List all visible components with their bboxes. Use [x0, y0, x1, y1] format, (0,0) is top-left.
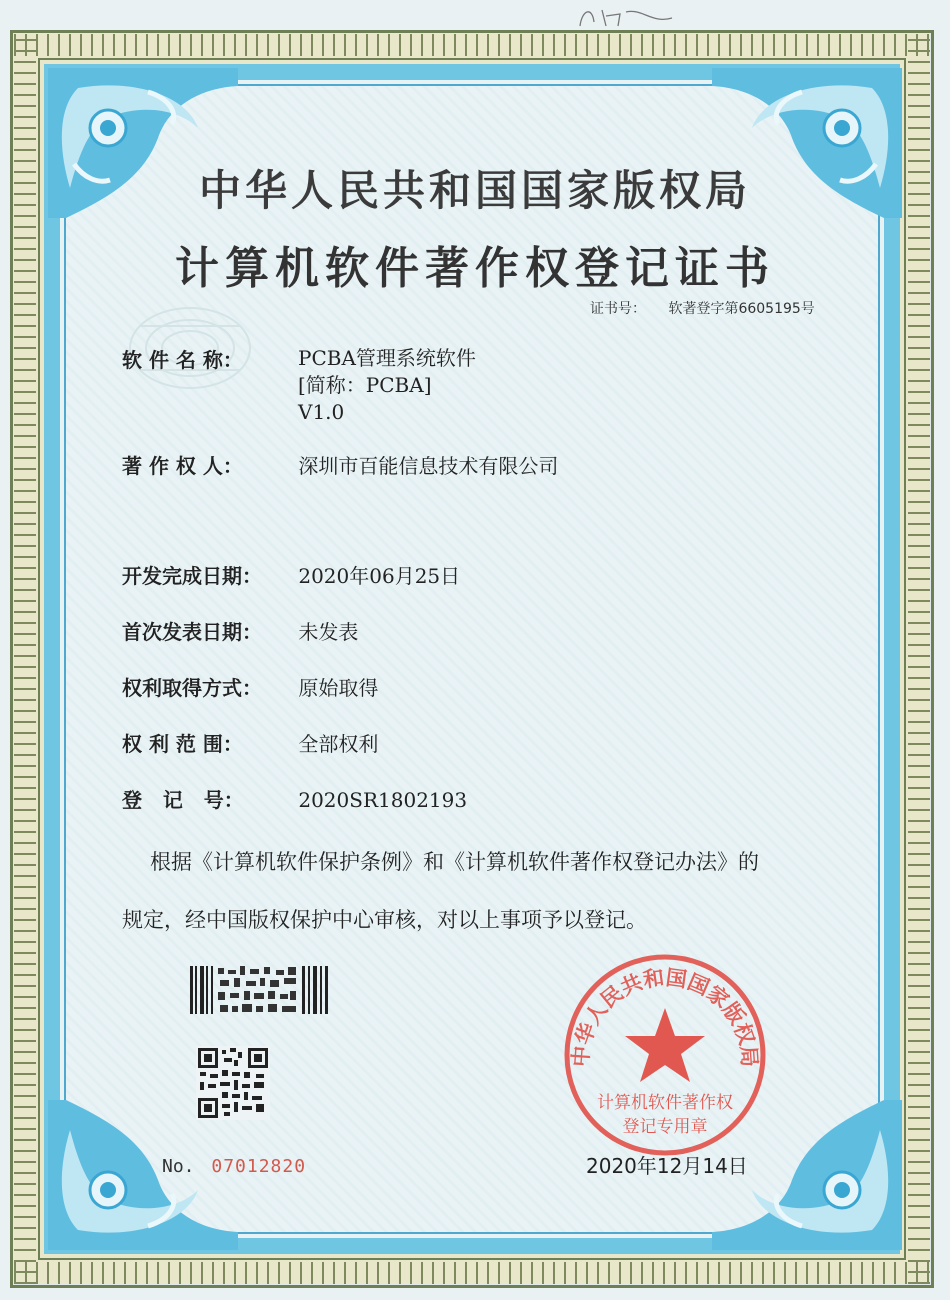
field-acquire-method [122, 672, 378, 701]
field-software-name [122, 344, 292, 373]
field-label: 软 件 名 称： [122, 348, 243, 372]
serial-number [162, 1156, 306, 1177]
software-name: PCBA管理系统软件 [298, 346, 476, 370]
seal-arc-text: 中华人民共和国国家版权局 [568, 965, 762, 1068]
field-label: 首次发表日期： [122, 620, 262, 644]
issuer-title: 中华人民共和国国家版权局 [198, 166, 751, 215]
field-dev-date [122, 560, 460, 589]
software-name-block [298, 345, 476, 426]
seal-star-icon [625, 1008, 705, 1082]
field-label: 开发完成日期： [122, 564, 262, 588]
certificate-title: 计算机软件著作权登记证书 [175, 243, 775, 294]
field-rights-scope [122, 728, 378, 757]
field-value: 2020SR1802193 [298, 788, 468, 812]
field-value: 深圳市百能信息技术有限公司 [298, 454, 559, 478]
barcode-icon [190, 966, 330, 1014]
serial-number-label: No. [162, 1156, 195, 1177]
issue-date: 2020年12月14日 [586, 1154, 748, 1178]
field-label: 权 利 范 围： [122, 732, 243, 756]
cert-number-value: 软著登字第6605195号 [668, 301, 815, 317]
software-version: V1.0 [298, 400, 345, 424]
statement-line-1: 根据《计算机软件保护条例》和《计算机软件著作权登记办法》的 [150, 850, 759, 874]
field-owner [122, 450, 558, 479]
cert-number-label: 证书号： [590, 301, 646, 317]
handwritten-mark [572, 2, 682, 32]
official-seal [560, 950, 770, 1160]
field-value: 2020年06月25日 [298, 564, 461, 588]
field-value: 未发表 [298, 620, 359, 644]
field-value: 全部权利 [298, 732, 379, 756]
qr-code-icon [196, 1046, 270, 1120]
certificate-number [590, 298, 815, 318]
field-value: 原始取得 [298, 676, 379, 700]
serial-number-value: 07012820 [211, 1156, 307, 1177]
field-label: 著 作 权 人： [122, 454, 243, 478]
field-publish-date [122, 616, 358, 645]
seal-line-2: 登记专用章 [622, 1117, 708, 1137]
field-label: 登 记 号： [122, 788, 244, 812]
field-registration-number [122, 784, 467, 813]
seal-line-1: 计算机软件著作权 [597, 1093, 733, 1113]
statement-line-2: 规定，经中国版权保护中心审核，对以上事项予以登记。 [122, 908, 647, 932]
field-label: 权利取得方式： [122, 676, 262, 700]
software-short-name: [简称：PCBA] [298, 373, 432, 397]
